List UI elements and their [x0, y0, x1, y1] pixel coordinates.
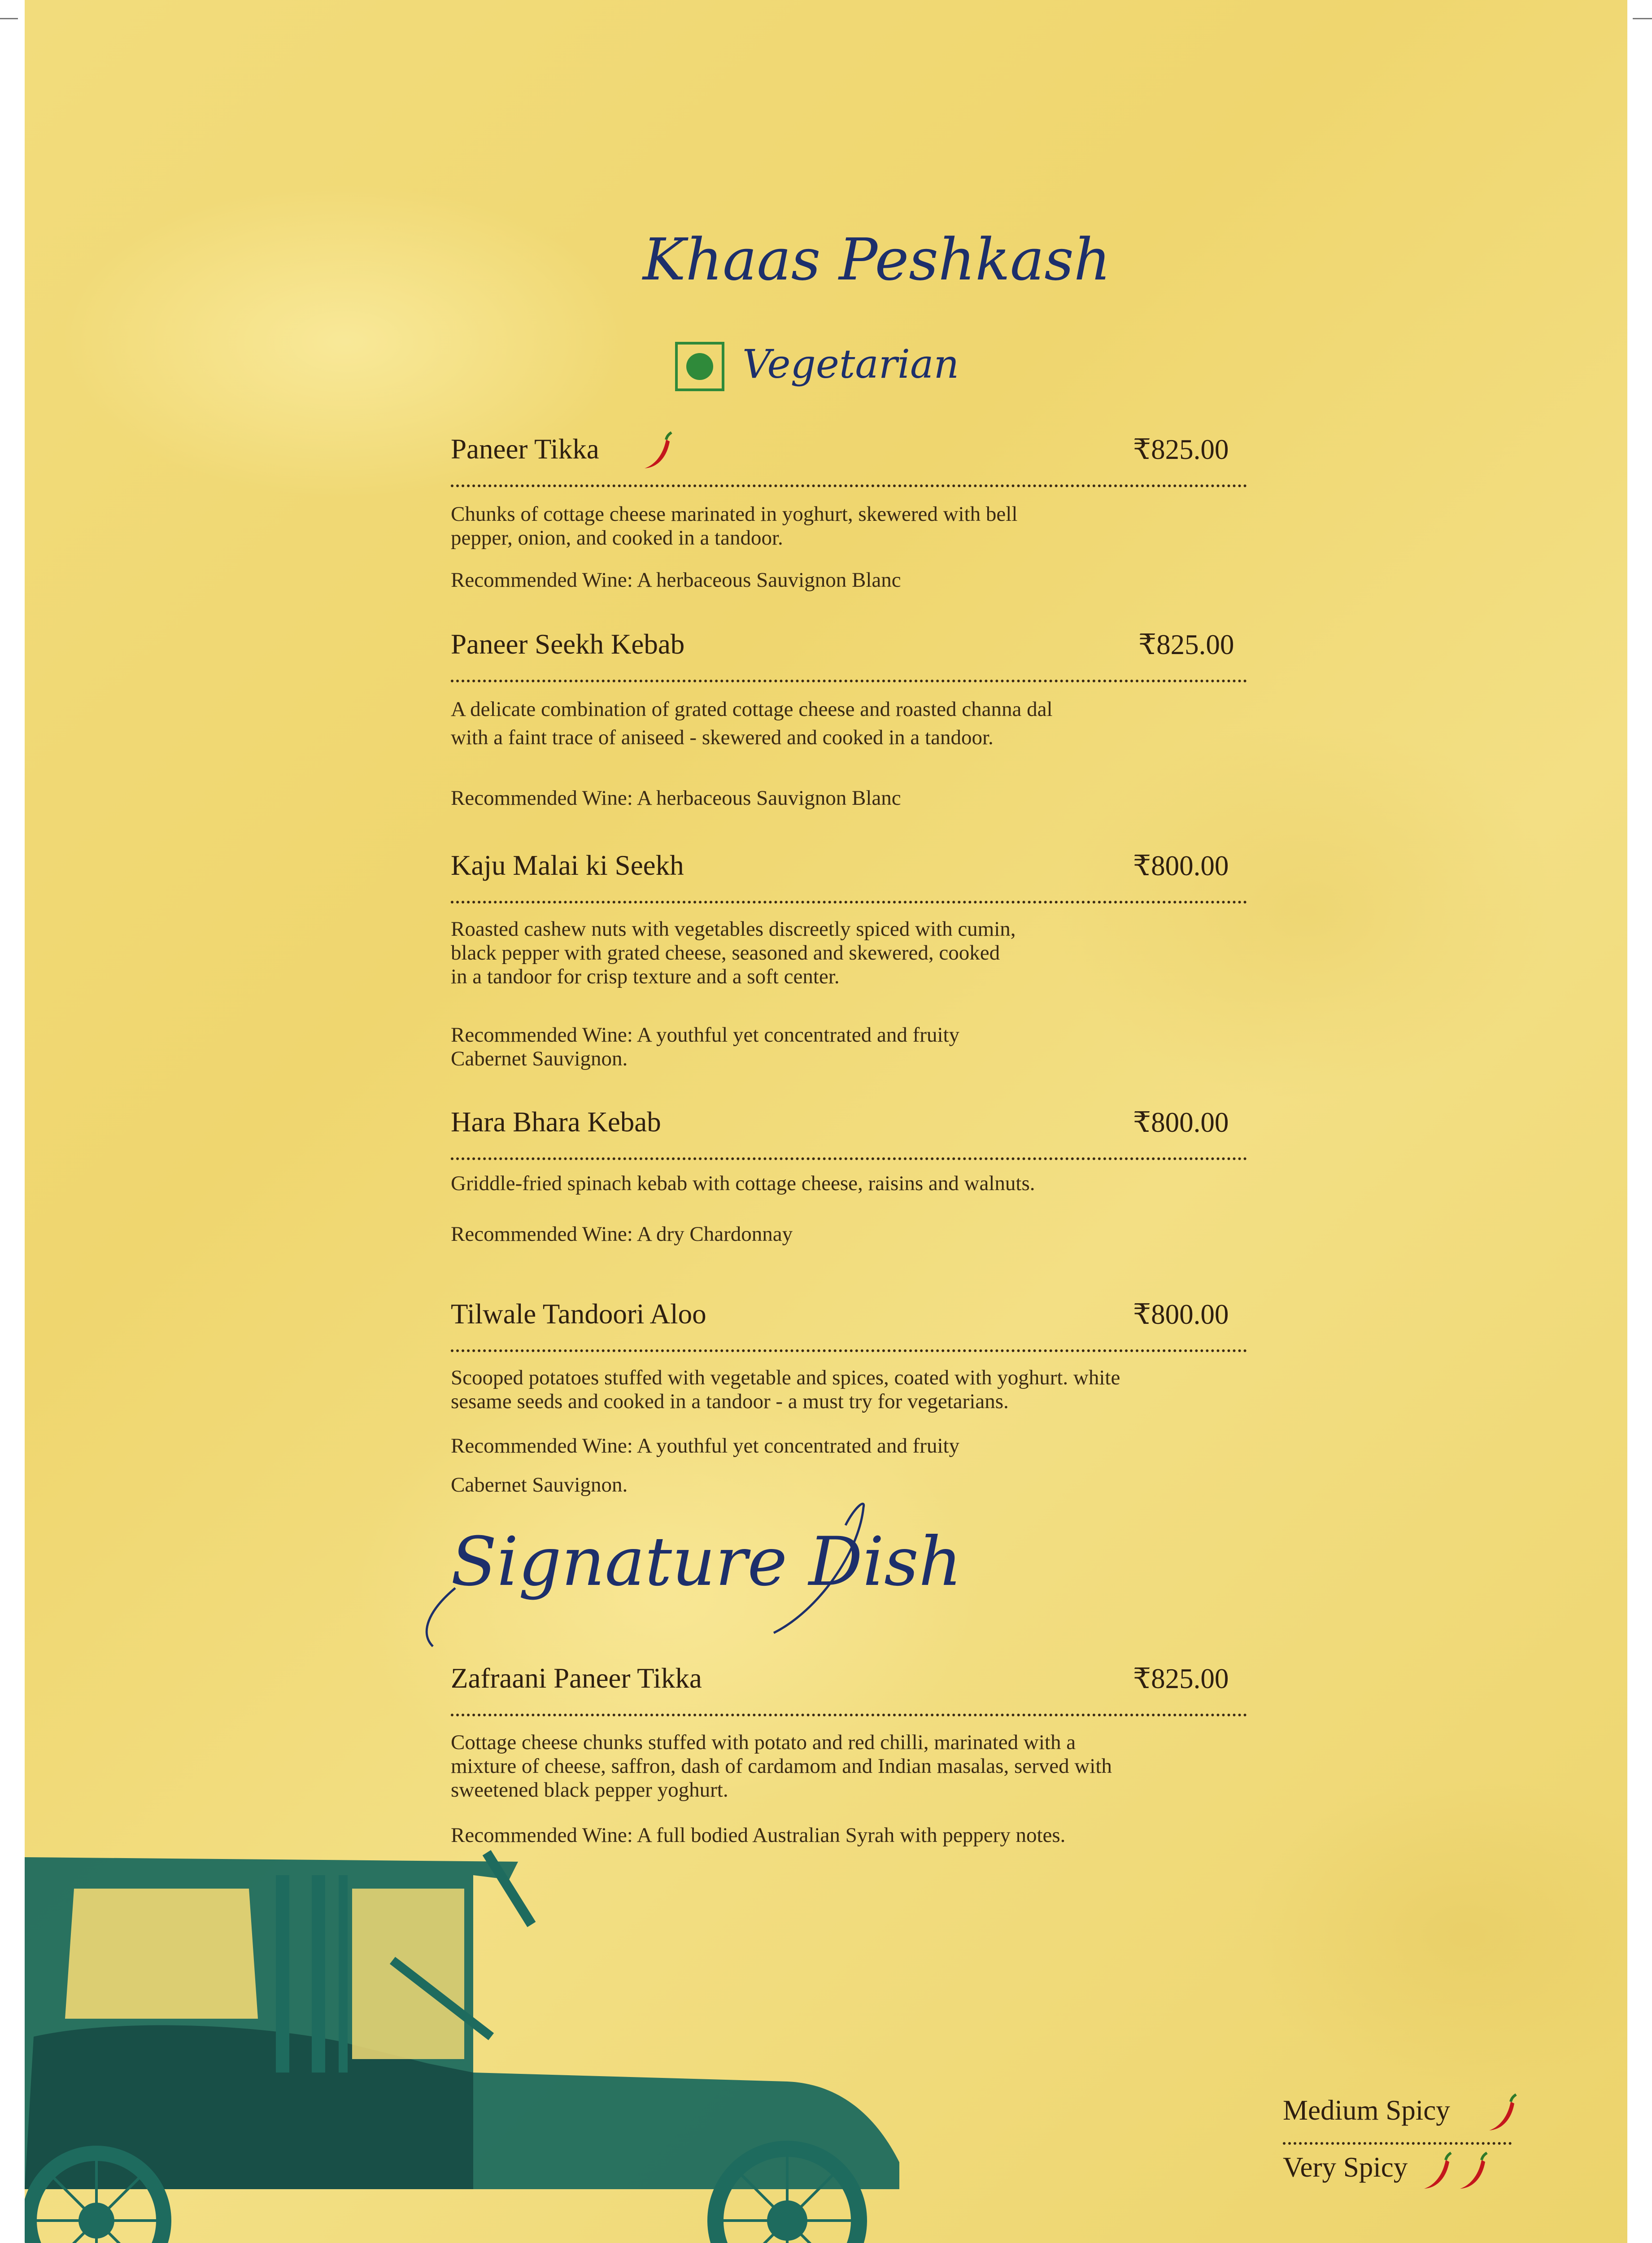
dotted-divider: [451, 680, 1247, 682]
crop-mark: [0, 18, 18, 19]
crop-mark: [1633, 18, 1652, 19]
chilli-icon: [640, 431, 672, 471]
dish-price: ₹800.00: [1133, 1107, 1229, 1138]
dish-name: Paneer Seekh Kebab: [451, 628, 685, 660]
chilli-icon: [1485, 2093, 1517, 2133]
recommended-wine: Recommended Wine: A full bodied Australian Syrah with peppery notes.: [451, 1824, 1066, 1847]
signature-swash: [415, 1498, 913, 1660]
dish-description: with a faint trace of aniseed - skewered and cooked in a tandoor.: [451, 726, 994, 749]
signature-title: Signature Dish: [451, 1523, 962, 1601]
dish-description: pepper, onion, and cooked in a tandoor.: [451, 526, 783, 550]
dish-description: black pepper with grated cheese, seasoned and skewered, cooked: [451, 941, 1000, 964]
veg-mark-icon: [675, 342, 724, 391]
dotted-divider: [451, 1714, 1247, 1716]
dish-name: Zafraani Paneer Tikka: [451, 1663, 702, 1694]
veg-label: Vegetarian: [742, 341, 959, 387]
dish-name: Kaju Malai ki Seekh: [451, 850, 684, 881]
dish-description: Cottage cheese chunks stuffed with potato and red chilli, marinated with a: [451, 1731, 1076, 1754]
recommended-wine: Recommended Wine: A herbaceous Sauvignon Blanc: [451, 786, 901, 810]
recommended-wine: Recommended Wine: A youthful yet concentrated and fruity: [451, 1434, 960, 1458]
recommended-wine: Recommended Wine: A youthful yet concentrated and fruity: [451, 1023, 960, 1047]
dotted-divider: [451, 484, 1247, 487]
dish-description: Scooped potatoes stuffed with vegetable and spices, coated with yoghurt. white: [451, 1366, 1120, 1389]
dish-description: sesame seeds and cooked in a tandoor - a must try for vegetarians.: [451, 1390, 1009, 1413]
dotted-divider: [451, 1157, 1247, 1160]
dish-description: A delicate combination of grated cottage cheese and roasted channa dal: [451, 698, 1053, 721]
dish-description: Griddle-fried spinach kebab with cottage cheese, raisins and walnuts.: [451, 1172, 1035, 1195]
recommended-wine: Cabernet Sauvignon.: [451, 1473, 628, 1497]
vintage-car-illustration: [25, 1848, 913, 2243]
dish-price: ₹825.00: [1133, 1663, 1229, 1694]
chilli-icon: [1420, 2151, 1452, 2191]
dish-name: Tilwale Tandoori Aloo: [451, 1298, 706, 1330]
dish-description: in a tandoor for crisp texture and a soft center.: [451, 965, 840, 988]
dish-name: Hara Bhara Kebab: [451, 1106, 661, 1138]
dish-description: Roasted cashew nuts with vegetables discreetly spiced with cumin,: [451, 917, 1016, 941]
dish-price: ₹825.00: [1133, 434, 1229, 465]
dish-name: Paneer Tikka: [451, 433, 599, 465]
dish-description: Chunks of cottage cheese marinated in yoghurt, skewered with bell: [451, 502, 1018, 526]
recommended-wine: Recommended Wine: A dry Chardonnay: [451, 1222, 793, 1246]
dish-price: ₹825.00: [1138, 629, 1234, 660]
dotted-divider: [451, 1349, 1247, 1352]
menu-page: [25, 0, 1627, 2243]
dish-description: sweetened black pepper yoghurt.: [451, 1778, 728, 1802]
recommended-wine: Recommended Wine: A herbaceous Sauvignon Blanc: [451, 568, 901, 592]
section-title: Khaas Peshkash: [643, 227, 1111, 293]
dish-description: mixture of cheese, saffron, dash of cardamom and Indian masalas, served with: [451, 1754, 1112, 1778]
dish-price: ₹800.00: [1133, 850, 1229, 881]
dotted-divider: [451, 901, 1247, 903]
chilli-icon: [1456, 2151, 1488, 2191]
legend-divider: [1283, 2142, 1512, 2145]
legend-medium-spicy: Medium Spicy: [1283, 2095, 1450, 2126]
dish-price: ₹800.00: [1133, 1299, 1229, 1330]
legend-very-spicy: Very Spicy: [1283, 2151, 1408, 2183]
recommended-wine: Cabernet Sauvignon.: [451, 1047, 628, 1070]
